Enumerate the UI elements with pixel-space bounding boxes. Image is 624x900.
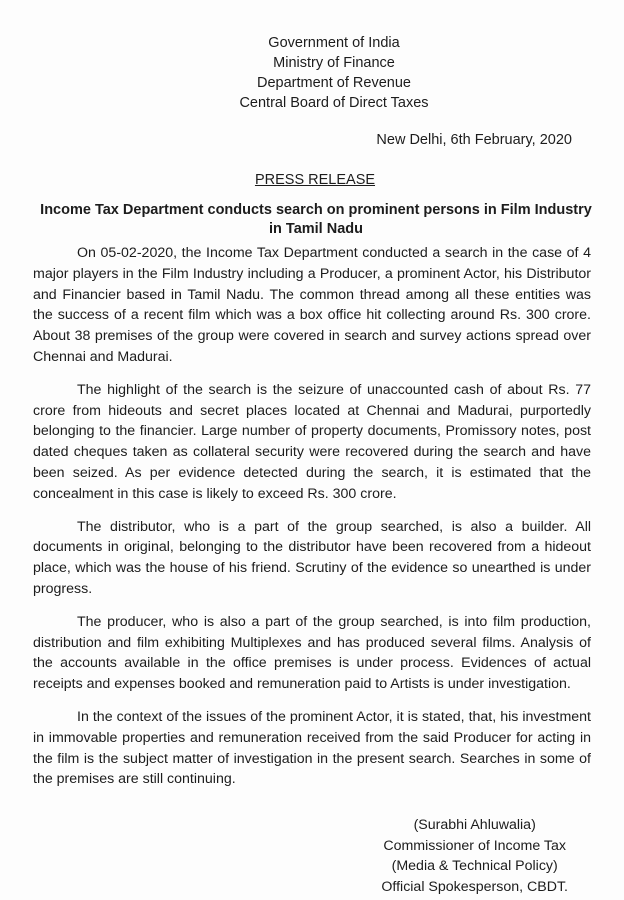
signatory-name: (Surabhi Ahluwalia) xyxy=(413,817,536,833)
letterhead-government: Government of India xyxy=(268,35,400,51)
letterhead-board: Central Board of Direct Taxes xyxy=(239,95,429,111)
press-release-heading xyxy=(0,170,624,190)
dateline: New Delhi, 6th February, 2020 xyxy=(376,132,572,148)
signatory-division: (Media & Technical Policy) xyxy=(391,858,558,875)
signature-block xyxy=(381,815,568,897)
paragraph-producer: The producer, who is also a part of the group searched, is into film production, distribution and film exhibiting Multiplexes and has produced several films. Analysis of the accounts available in the office premises is under process. Evidences of actual receipts and expenses booked and remuneration paid to Artists is under investigation. xyxy=(33,613,591,693)
letterhead-ministry: Ministry of Finance xyxy=(273,55,395,71)
signatory-title: Commissioner of Income Tax xyxy=(383,837,567,854)
paragraph-distributor: The distributor, who is a part of the group searched, is also a builder. All documents in original, belonging to the distributor have been recovered from a hideout place, which was the house of his friend. Scrutiny of the evidence so unearthed is under progress. xyxy=(33,518,591,597)
letterhead-department: Department of Revenue xyxy=(257,75,411,91)
paragraph-search-overview: On 05-02-2020, the Income Tax Department conducted a search in the case of 4 major players in the Film Industry including a Producer, a prominent Actor, his Distributor and Financier based in Tamil Nadu. The common thread among all these entities was the success of a recent film which was a box office hit collecting around Rs. 300 crore. About 38 premises of the group were covered in search and survey actions spread over Chennai and Madurai. xyxy=(33,245,591,365)
body-text xyxy=(33,243,591,802)
letterhead xyxy=(0,33,624,113)
headline: Income Tax Department conducts search on prominent persons in Film Industry in Tamil Nadu xyxy=(40,202,592,237)
paragraph-cash-seizure: The highlight of the search is the seizure of unaccounted cash of about Rs. 77 crore from hideouts and secret places located at Chennai and Madurai, purportedly belonging to the financier. Large number of property documents, Promissory notes, post dated cheques taken as collateral security were recovered during the search and have been seized. As per evidence detected during the search, it is estimated that the concealment in this case is likely to exceed Rs. 300 crore. xyxy=(33,381,591,502)
press-release-label: PRESS RELEASE xyxy=(254,172,376,188)
paragraph-actor: In the context of the issues of the prominent Actor, it is stated, that, his investment in immovable properties and remuneration received from the said Producer for acting in the film is the subject matter of investigation in the present search. Searches in some of the premises are still continuing. xyxy=(33,708,591,788)
signatory-role: Official Spokesperson, CBDT. xyxy=(381,878,568,895)
